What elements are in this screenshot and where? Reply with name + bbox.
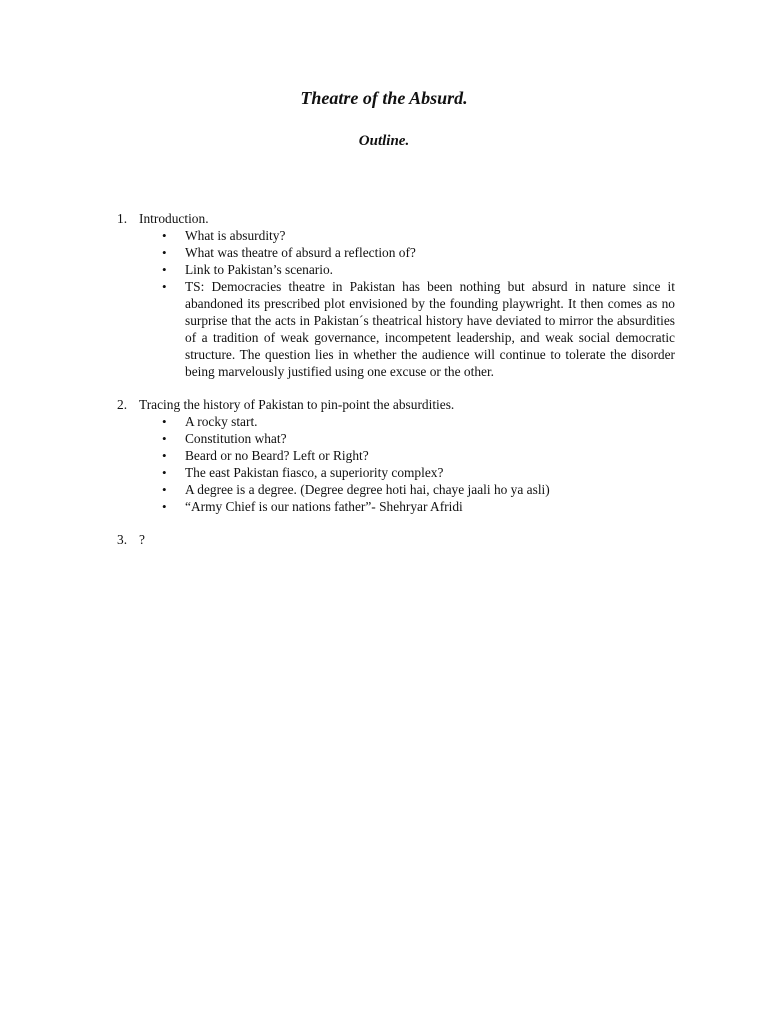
bullet-text: What is absurdity? bbox=[185, 228, 286, 243]
section-number: 2. bbox=[117, 397, 128, 412]
bullet-text: Link to Pakistan’s scenario. bbox=[185, 262, 334, 277]
bullet-icon: • bbox=[162, 448, 167, 463]
section-heading: ? bbox=[139, 532, 145, 547]
bullet-icon: • bbox=[162, 499, 167, 514]
bullet-item bbox=[162, 464, 675, 481]
bullet-icon: • bbox=[162, 245, 167, 260]
bullet-item bbox=[162, 430, 675, 447]
bullet-item bbox=[162, 261, 675, 278]
bullet-item bbox=[162, 413, 675, 430]
bullet-text: A rocky start. bbox=[185, 414, 258, 429]
bullet-item bbox=[162, 447, 675, 464]
document-subtitle: Outline. bbox=[358, 133, 410, 149]
bullet-item bbox=[162, 227, 675, 244]
bullet-text: A degree is a degree. (Degree degree hoti hai, chaye jaali ho ya asli) bbox=[185, 482, 550, 497]
thesis-statement: TS: Democracies theatre in Pakistan has been nothing but absurd in nature since it abandoned its prescribed plot envisioned by the founding playwright. It then comes as no surprise that the acts in Pakistan´s theatrical history have deviated to mirror the absurdities of a tradition of weak governance, incompetent leadership, and weak social democratic structure. The question lies in whether the audience will continue to tolerate the disorder being marvelously justified using one excuse or the other. bbox=[185, 279, 675, 379]
bullet-icon: • bbox=[162, 414, 167, 429]
section-heading: Introduction. bbox=[139, 211, 209, 226]
bullet-text: Constitution what? bbox=[185, 431, 287, 446]
bullet-icon: • bbox=[162, 279, 167, 294]
bullet-item bbox=[162, 498, 675, 515]
outline-section-3 bbox=[117, 531, 675, 548]
bullet-icon: • bbox=[162, 482, 167, 497]
outline-list bbox=[117, 210, 675, 564]
bullet-list bbox=[162, 227, 675, 380]
bullet-icon: • bbox=[162, 431, 167, 446]
bullet-item bbox=[162, 278, 675, 380]
bullet-text: What was theatre of absurd a reflection of? bbox=[185, 245, 416, 260]
bullet-list bbox=[162, 413, 675, 515]
bullet-icon: • bbox=[162, 228, 167, 243]
bullet-item bbox=[162, 244, 675, 261]
section-heading: Tracing the history of Pakistan to pin-point the absurdities. bbox=[139, 397, 455, 412]
section-number: 3. bbox=[117, 532, 128, 547]
section-number: 1. bbox=[117, 211, 128, 226]
outline-section-2 bbox=[117, 396, 675, 515]
bullet-text: Beard or no Beard? Left or Right? bbox=[185, 448, 369, 463]
bullet-text: The east Pakistan fiasco, a superiority complex? bbox=[185, 465, 444, 480]
bullet-text: “Army Chief is our nations father”- Shehryar Afridi bbox=[185, 499, 463, 514]
document-title: Theatre of the Absurd. bbox=[300, 88, 468, 108]
bullet-item bbox=[162, 481, 675, 498]
bullet-icon: • bbox=[162, 465, 167, 480]
bullet-icon: • bbox=[162, 262, 167, 277]
outline-section-1 bbox=[117, 210, 675, 380]
